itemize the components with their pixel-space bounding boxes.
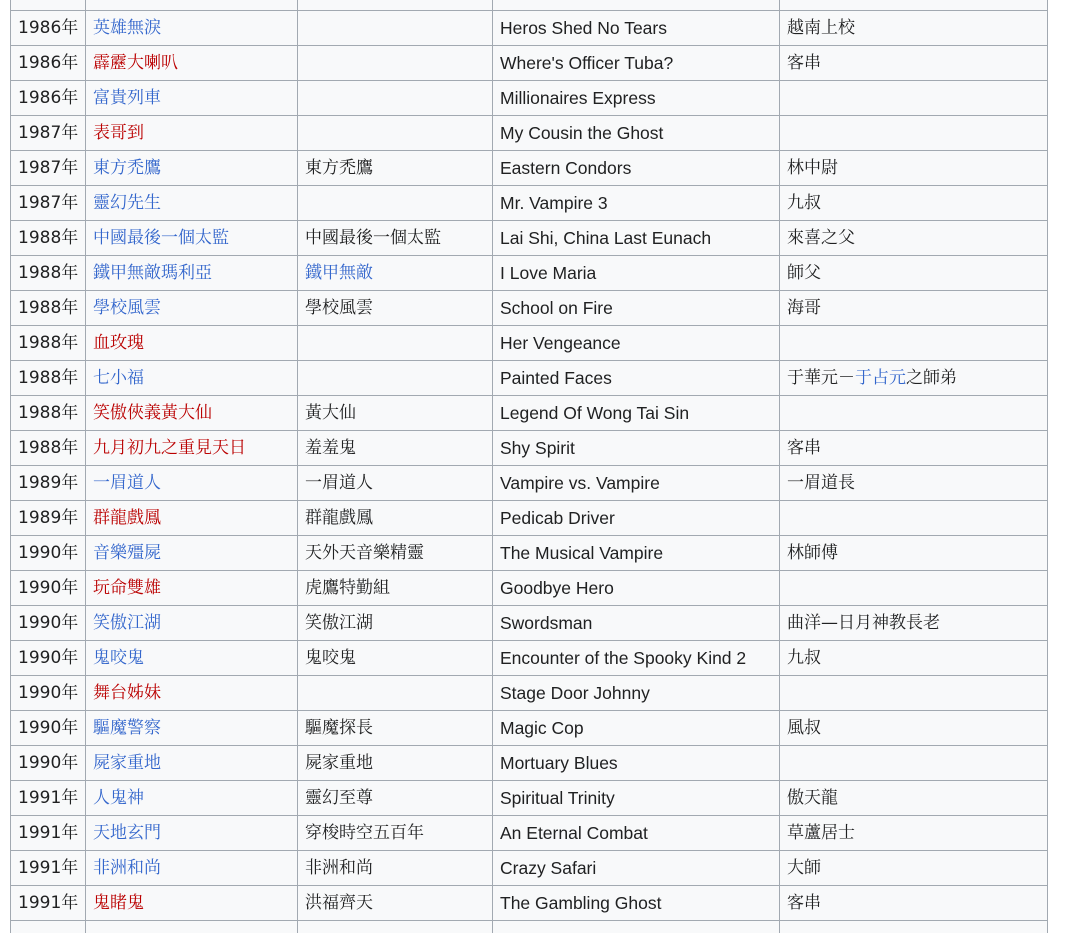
role-cell xyxy=(780,151,1048,186)
film-title-link[interactable]: 屍家重地 xyxy=(93,753,161,773)
table-row xyxy=(11,606,1048,641)
alternate-title-text: 穿梭時空五百年 xyxy=(305,823,424,843)
filmography-table-wrapper xyxy=(10,0,1047,933)
chinese-title-cell xyxy=(86,11,298,46)
film-title-link[interactable]: 靈幻先生 xyxy=(93,193,161,213)
table-row xyxy=(11,0,1048,11)
role-cell xyxy=(780,221,1048,256)
role-cell xyxy=(780,81,1048,116)
alternate-title-cell xyxy=(298,256,493,291)
role-text: 大師 xyxy=(787,858,821,878)
alternate-title-link[interactable]: 鐵甲無敵 xyxy=(305,263,373,283)
role-cell xyxy=(780,291,1048,326)
chinese-title-cell xyxy=(86,886,298,921)
english-title-cell: Pedicab Driver xyxy=(493,501,780,536)
year-cell: 1990年 xyxy=(11,606,86,641)
alternate-title-cell xyxy=(298,781,493,816)
chinese-title-cell xyxy=(86,256,298,291)
chinese-title-cell xyxy=(86,291,298,326)
role-cell xyxy=(780,746,1048,781)
alternate-title-text: 驅魔探長 xyxy=(305,718,373,738)
table-row xyxy=(11,571,1048,606)
alternate-title-text: 笑傲江湖 xyxy=(305,613,373,633)
chinese-title-cell xyxy=(86,151,298,186)
chinese-title-cell xyxy=(86,676,298,711)
film-title-link[interactable]: 英雄無淚 xyxy=(93,18,161,38)
alternate-title-text: 學校風雲 xyxy=(305,298,373,318)
role-cell xyxy=(780,676,1048,711)
year-cell: 1988年 xyxy=(11,396,86,431)
chinese-title-cell xyxy=(86,326,298,361)
role-cell xyxy=(780,361,1048,396)
chinese-title-cell xyxy=(86,781,298,816)
role-text: 于華元－ xyxy=(787,368,855,388)
alternate-title-text: 靈幻至尊 xyxy=(305,788,373,808)
alternate-title-cell xyxy=(298,291,493,326)
english-title-cell: Goodbye Hero xyxy=(493,571,780,606)
year-cell: 1988年 xyxy=(11,221,86,256)
english-title-cell: Eastern Condors xyxy=(493,151,780,186)
year-cell: 1990年 xyxy=(11,641,86,676)
film-title-link[interactable]: 東方禿鷹 xyxy=(93,158,161,178)
year-cell: 1989年 xyxy=(11,501,86,536)
alternate-title-cell xyxy=(298,921,493,933)
year-cell: 1986年 xyxy=(11,46,86,81)
role-text: 客串 xyxy=(787,893,821,913)
table-row xyxy=(11,641,1048,676)
table-row xyxy=(11,186,1048,221)
film-title-link[interactable]: 人鬼神 xyxy=(93,788,144,808)
film-title-link[interactable]: 七小福 xyxy=(93,368,144,388)
year-cell: 1991年 xyxy=(11,781,86,816)
chinese-title-cell xyxy=(86,711,298,746)
year-cell: 1987年 xyxy=(11,151,86,186)
film-title-link[interactable]: 舞台姊妹 xyxy=(93,683,161,703)
role-text: 客串 xyxy=(787,53,821,73)
filmography-table xyxy=(10,0,1048,933)
year-cell: 1988年 xyxy=(11,431,86,466)
year-cell: 1987年 xyxy=(11,186,86,221)
year-cell: 1988年 xyxy=(11,291,86,326)
alternate-title-cell xyxy=(298,851,493,886)
role-cell xyxy=(780,431,1048,466)
table-row xyxy=(11,851,1048,886)
role-cell xyxy=(780,921,1048,933)
film-title-link[interactable]: 中國最後一個太監 xyxy=(93,228,229,248)
film-title-link[interactable]: 學校風雲 xyxy=(93,298,161,318)
alternate-title-cell xyxy=(298,116,493,151)
role-text: 傲天龍 xyxy=(787,788,838,808)
alternate-title-text: 群龍戲鳳 xyxy=(305,508,373,528)
english-title-cell: The Musical Vampire xyxy=(493,536,780,571)
english-title-cell: Vampire vs. Vampire xyxy=(493,466,780,501)
english-title-cell: Heros Shed No Tears xyxy=(493,11,780,46)
film-title-link[interactable]: 霹靂大喇叭 xyxy=(93,53,178,73)
english-title-cell: Mr. Vampire 3 xyxy=(493,186,780,221)
alternate-title-cell xyxy=(298,361,493,396)
table-row xyxy=(11,921,1048,933)
chinese-title-cell xyxy=(86,466,298,501)
alternate-title-cell xyxy=(298,746,493,781)
table-row xyxy=(11,466,1048,501)
role-text: 之師弟 xyxy=(906,368,957,388)
role-cell xyxy=(780,326,1048,361)
alternate-title-cell xyxy=(298,81,493,116)
table-row xyxy=(11,676,1048,711)
english-title-cell: An Eternal Combat xyxy=(493,816,780,851)
film-title-link[interactable]: 鬼睹鬼 xyxy=(93,893,144,913)
english-title-cell: Legend Of Wong Tai Sin xyxy=(493,396,780,431)
table-row xyxy=(11,711,1048,746)
role-text: 九叔 xyxy=(787,193,821,213)
film-title-link[interactable]: 玩命雙雄 xyxy=(93,578,161,598)
role-cell xyxy=(780,851,1048,886)
role-text: 海哥 xyxy=(787,298,821,318)
film-title-link[interactable]: 鐵甲無敵瑪利亞 xyxy=(93,263,212,283)
english-title-cell: Millionaires Express xyxy=(493,81,780,116)
english-title-cell: Encounter of the Spooky Kind 2 xyxy=(493,641,780,676)
alternate-title-cell xyxy=(298,501,493,536)
english-title-cell: Stage Door Johnny xyxy=(493,676,780,711)
table-row xyxy=(11,11,1048,46)
role-cell xyxy=(780,641,1048,676)
alternate-title-cell xyxy=(298,431,493,466)
film-title-link[interactable]: 鬼咬鬼 xyxy=(93,648,144,668)
role-cell xyxy=(780,256,1048,291)
role-text: 師父 xyxy=(787,263,821,283)
role-cell xyxy=(780,186,1048,221)
chinese-title-cell xyxy=(86,186,298,221)
film-title-link[interactable]: 九月初九之重見天日 xyxy=(93,438,246,458)
table-row xyxy=(11,256,1048,291)
year-cell: 1990年 xyxy=(11,746,86,781)
alternate-title-text: 黃大仙 xyxy=(305,403,356,423)
chinese-title-cell xyxy=(86,641,298,676)
alternate-title-cell xyxy=(298,0,493,11)
table-row xyxy=(11,116,1048,151)
chinese-title-cell xyxy=(86,501,298,536)
role-cell xyxy=(780,466,1048,501)
film-title-link[interactable]: 表哥到 xyxy=(93,123,144,143)
year-cell: 1987年 xyxy=(11,116,86,151)
english-title-cell xyxy=(493,0,780,11)
alternate-title-cell xyxy=(298,816,493,851)
english-title-cell: Painted Faces xyxy=(493,361,780,396)
role-cell xyxy=(780,571,1048,606)
alternate-title-cell xyxy=(298,221,493,256)
table-row xyxy=(11,81,1048,116)
english-title-cell: School on Fire xyxy=(493,291,780,326)
year-cell: 1991年 xyxy=(11,851,86,886)
year-cell: 1988年 xyxy=(11,326,86,361)
role-text: 一眉道長 xyxy=(787,473,855,493)
chinese-title-cell xyxy=(86,851,298,886)
english-title-cell: Her Vengeance xyxy=(493,326,780,361)
alternate-title-cell xyxy=(298,46,493,81)
film-title-link[interactable]: 群龍戲鳳 xyxy=(93,508,161,528)
alternate-title-cell xyxy=(298,396,493,431)
table-row xyxy=(11,151,1048,186)
chinese-title-cell xyxy=(86,396,298,431)
chinese-title-cell xyxy=(86,361,298,396)
chinese-title-cell xyxy=(86,606,298,641)
table-row xyxy=(11,501,1048,536)
alternate-title-cell xyxy=(298,11,493,46)
english-title-cell: Magic Cop xyxy=(493,711,780,746)
year-cell: 1990年 xyxy=(11,571,86,606)
role-link[interactable]: 于占元 xyxy=(855,368,906,388)
role-cell xyxy=(780,396,1048,431)
english-title-cell: I Love Maria xyxy=(493,256,780,291)
year-cell: 1988年 xyxy=(11,361,86,396)
film-title-link[interactable]: 富貴列車 xyxy=(93,88,161,108)
chinese-title-cell xyxy=(86,816,298,851)
table-row xyxy=(11,536,1048,571)
english-title-cell: Swordsman xyxy=(493,606,780,641)
year-cell xyxy=(11,0,86,11)
alternate-title-cell xyxy=(298,711,493,746)
english-title-cell: My Cousin the Ghost xyxy=(493,116,780,151)
table-row xyxy=(11,221,1048,256)
year-cell: 1990年 xyxy=(11,711,86,746)
year-cell xyxy=(11,921,86,933)
chinese-title-cell xyxy=(86,81,298,116)
role-cell xyxy=(780,116,1048,151)
role-cell xyxy=(780,501,1048,536)
film-title-link[interactable]: 非洲和尚 xyxy=(93,858,161,878)
table-row xyxy=(11,431,1048,466)
chinese-title-cell xyxy=(86,536,298,571)
table-row xyxy=(11,816,1048,851)
film-title-link[interactable]: 笑傲俠義黃大仙 xyxy=(93,403,212,423)
alternate-title-cell xyxy=(298,606,493,641)
english-title-cell: Lai Shi, China Last Eunach xyxy=(493,221,780,256)
year-cell: 1990年 xyxy=(11,676,86,711)
year-cell: 1986年 xyxy=(11,11,86,46)
year-cell: 1988年 xyxy=(11,256,86,291)
film-title-link[interactable]: 驅魔警察 xyxy=(93,718,161,738)
alternate-title-cell xyxy=(298,571,493,606)
role-text: 草蘆居士 xyxy=(787,823,855,843)
role-text: 越南上校 xyxy=(787,18,855,38)
year-cell: 1991年 xyxy=(11,886,86,921)
alternate-title-text: 天外天音樂精靈 xyxy=(305,543,424,563)
chinese-title-cell xyxy=(86,431,298,466)
year-cell: 1986年 xyxy=(11,81,86,116)
alternate-title-text: 羞羞鬼 xyxy=(305,438,356,458)
alternate-title-text: 洪福齊天 xyxy=(305,893,373,913)
alternate-title-cell xyxy=(298,886,493,921)
role-cell xyxy=(780,781,1048,816)
role-cell xyxy=(780,606,1048,641)
english-title-cell: Crazy Safari xyxy=(493,851,780,886)
year-cell: 1990年 xyxy=(11,536,86,571)
role-text: 林師傅 xyxy=(787,543,838,563)
year-cell: 1989年 xyxy=(11,466,86,501)
alternate-title-cell xyxy=(298,676,493,711)
role-cell xyxy=(780,886,1048,921)
filmography-table-body xyxy=(11,0,1048,933)
table-row xyxy=(11,291,1048,326)
role-cell xyxy=(780,536,1048,571)
alternate-title-text: 非洲和尚 xyxy=(305,858,373,878)
chinese-title-cell xyxy=(86,221,298,256)
table-row xyxy=(11,326,1048,361)
role-cell xyxy=(780,711,1048,746)
table-row xyxy=(11,361,1048,396)
table-row xyxy=(11,46,1048,81)
alternate-title-cell xyxy=(298,151,493,186)
english-title-cell: The Gambling Ghost xyxy=(493,886,780,921)
table-row xyxy=(11,886,1048,921)
role-cell xyxy=(780,0,1048,11)
role-text: 風叔 xyxy=(787,718,821,738)
chinese-title-cell xyxy=(86,0,298,11)
year-cell: 1991年 xyxy=(11,816,86,851)
role-text: 林中尉 xyxy=(787,158,838,178)
alternate-title-text: 屍家重地 xyxy=(305,753,373,773)
role-text: 客串 xyxy=(787,438,821,458)
film-title-link[interactable]: 天地玄門 xyxy=(93,823,161,843)
english-title-cell: Shy Spirit xyxy=(493,431,780,466)
alternate-title-cell xyxy=(298,186,493,221)
role-text: 來喜之父 xyxy=(787,228,855,248)
table-row xyxy=(11,746,1048,781)
role-text: 曲洋—日月神教長老 xyxy=(787,613,940,633)
role-cell xyxy=(780,816,1048,851)
role-text: 九叔 xyxy=(787,648,821,668)
table-row xyxy=(11,396,1048,431)
chinese-title-cell xyxy=(86,116,298,151)
table-row xyxy=(11,781,1048,816)
film-title-link[interactable]: 血玫瑰 xyxy=(93,333,144,353)
chinese-title-cell xyxy=(86,46,298,81)
alternate-title-text: 一眉道人 xyxy=(305,473,373,493)
film-title-link[interactable]: 音樂殭屍 xyxy=(93,543,161,563)
english-title-cell xyxy=(493,921,780,933)
english-title-cell: Spiritual Trinity xyxy=(493,781,780,816)
alternate-title-cell xyxy=(298,326,493,361)
alternate-title-cell xyxy=(298,536,493,571)
chinese-title-cell xyxy=(86,571,298,606)
alternate-title-text: 中國最後一個太監 xyxy=(305,228,441,248)
alternate-title-text: 東方禿鷹 xyxy=(305,158,373,178)
english-title-cell: Mortuary Blues xyxy=(493,746,780,781)
film-title-link[interactable]: 一眉道人 xyxy=(93,473,161,493)
alternate-title-cell xyxy=(298,641,493,676)
film-title-link[interactable]: 笑傲江湖 xyxy=(93,613,161,633)
english-title-cell: Where's Officer Tuba? xyxy=(493,46,780,81)
role-cell xyxy=(780,46,1048,81)
chinese-title-cell xyxy=(86,746,298,781)
role-cell xyxy=(780,11,1048,46)
chinese-title-cell xyxy=(86,921,298,933)
alternate-title-cell xyxy=(298,466,493,501)
alternate-title-text: 鬼咬鬼 xyxy=(305,648,356,668)
alternate-title-text: 虎鷹特勤組 xyxy=(305,578,390,598)
